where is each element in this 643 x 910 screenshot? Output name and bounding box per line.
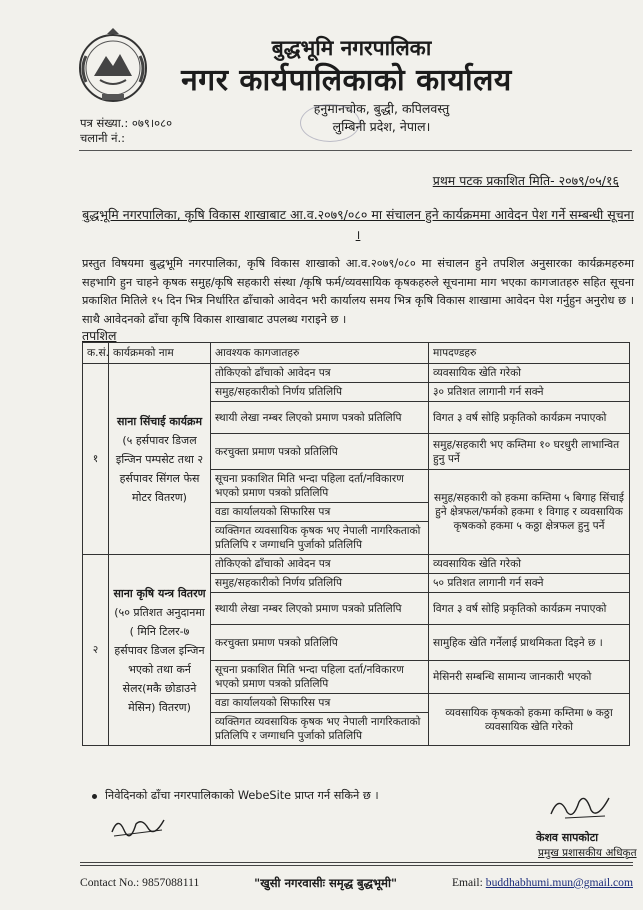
footer-slogan: "खुसी नगरवासीः समृद्ध बुद्धभूमी"	[254, 876, 398, 890]
signer-title: प्रमुख प्रशासकीय अधिकृत	[538, 847, 637, 859]
table-row	[83, 555, 630, 574]
notice-body: प्रस्तुत विषयमा बुद्धभूमि नगरपालिका, कृषि विकास शाखाको आ.व.२०७९/०८० मा संचालन हुने तपशिल अनुसारका कार्यक्रमहरुमा सहभागि हुन चाहने कृषक समुह/कृषि सहकारी संस्था /कृषि फर्म/व्यवसायिक कृषकहरुले सूचनामा माग भएका कागजातहरु सहित सूचना प्रकाशित मितिले १५ दिन भित्र निर्धारित ढाँचाको आवेदन भरी कार्यालय समय भित्र कृषि विकास शाखामा आवेदन पेश गर्नुहुन अनुरोध छ । साथै आवेदनको ढाँचा कृषि विकास शाखाबाट उपलब्ध गराइने छ ।	[82, 257, 634, 326]
program-2-sn: २	[83, 555, 109, 746]
program-2-crit-5: मेसिनरी सम्बन्धि सामान्य जानकारी भएको	[429, 661, 630, 694]
header-sn: क.सं.	[83, 343, 109, 364]
program-2-detail: (५० प्रतिशत अनुदानमा ( मिनि टिलर-७ हर्सपावर डिजल इन्जिन भएको तथा कर्न सेलर(मकै छोडाउने मेसिन) वितरण)	[114, 605, 205, 714]
program-1-doc-3: स्थायी लेखा नम्बर लिएको प्रमाण पत्रको प्रतिलिपि	[211, 402, 429, 434]
footer-contact: Contact No.: 9857088111	[80, 876, 200, 889]
initials-signature	[108, 810, 168, 840]
program-1-crit-3: विगत ३ वर्ष सोहि प्रकृतिको कार्यक्रम नपाएको	[429, 402, 630, 434]
program-1-doc-6: वडा कार्यालयको सिफारिस पत्र	[211, 503, 429, 522]
program-2-crit-4: सामुहिक खेति गर्नेलाई प्राथमिकता दिइने छ ।	[429, 625, 630, 661]
program-2-doc-1: तोकिएको ढाँचाको आवेदन पत्र	[211, 555, 429, 574]
footer	[80, 876, 633, 891]
program-1-crit-1: व्यवसायिक खेति गरेको	[429, 364, 630, 383]
header-criteria: मापदण्डहरु	[429, 343, 630, 364]
program-1-crit-2: ३० प्रतिशत लागानी गर्न सक्ने	[429, 383, 630, 402]
publish-date: प्रथम पटक प्रकाशित मिति- २०७९/०५/१६	[432, 173, 619, 188]
program-2-doc-2: समुह/सहकारीको निर्णय प्रतिलिपि	[211, 574, 429, 593]
address-line-1: हनुमानचोक, बुद्धी, कपिलवस्तु	[313, 101, 450, 116]
note-bullet	[92, 788, 379, 803]
program-2-name: साना कृषि यन्त्र वितरण	[113, 586, 206, 600]
program-1-doc-4: करचुक्ता प्रमाण पत्रको प्रतिलिपि	[211, 434, 429, 470]
dispatch-number: चलानी नं.:	[80, 131, 126, 145]
office-stamp	[300, 104, 360, 142]
program-2-doc-3: स्थायी लेखा नम्बर लिएको प्रमाण पत्रको प्रतिलिपि	[211, 593, 429, 625]
notice-subject: बुद्धभूमि नगरपालिका, कृषि विकास शाखाबाट आ.व.२०७९/०८० मा संचालन हुने कार्यक्रममा आवेदन पेश गर्ने सम्बन्धी सूचना ।	[82, 207, 634, 242]
footer-email-label: Email:	[451, 876, 483, 889]
footer-divider	[80, 862, 633, 863]
address-line-2: लुम्बिनी प्रदेश, नेपाल।	[332, 119, 431, 134]
program-2-crit-6: व्यवसायिक कृषकको हकमा कम्तिमा ७ कठ्ठा व्यवसायिक खेति गरेको	[429, 694, 630, 746]
header-documents: आवश्यक कागजातहरु	[211, 343, 429, 364]
program-1-name: साना सिंचाई कार्यक्रम	[116, 414, 203, 428]
program-1-crit-4: समुह/सहकारी भए कम्तिमा १० घरधुरी लाभान्वित हुनु पर्ने	[429, 434, 630, 470]
note-text: निवेदिनको ढाँचा नगरपालिकाको WebeSite प्राप्त गर्न सकिने छ ।	[105, 789, 379, 802]
program-1-doc-7: व्यक्तिगत व्यवसायिक कृषक भए नेपाली नागरिकताको प्रतिलिपि र जग्गाधनि पुर्जाको प्रतिलिपि	[211, 522, 429, 555]
program-1-doc-2: समुह/सहकारीको निर्णय प्रतिलिपि	[211, 383, 429, 402]
letter-number: पत्र संख्या.: ०७९।०८०	[80, 116, 173, 130]
header-divider	[79, 150, 632, 151]
program-1-detail: (५ हर्सपावर डिजल इन्जिन पम्पसेट तथा २ हर्सपावर सिंगल फेस मोटर वितरण)	[115, 433, 204, 504]
program-1-doc-5: सूचना प्रकाशित मिति भन्दा पहिला दर्ता/नविकारण भएको प्रमाण पत्रको प्रतिलिपि	[211, 470, 429, 503]
officer-signature	[545, 790, 615, 824]
program-2-doc-5: सूचना प्रकाशित मिति भन्दा पहिला दर्ता/नविकारण भएको प्रमाण पत्रको प्रतिलिपि	[211, 661, 429, 694]
program-2-doc-7: व्यक्तिगत व्यवसायिक कृषक भए नेपाली नागरिकताको प्रतिलिपि र जग्गाधनि पुर्जाको प्रतिलिपि	[211, 713, 429, 746]
table-header-row	[83, 343, 630, 364]
table-title: तपशिल	[82, 328, 117, 343]
footer-email-block	[452, 876, 633, 891]
program-1-doc-1: तोकिएको ढाँचाको आवेदन पत्र	[211, 364, 429, 383]
program-1-name-cell	[109, 364, 211, 555]
program-2-doc-6: वडा कार्यालयको सिफारिस पत्र	[211, 694, 429, 713]
header-program: कार्यक्रमको नाम	[109, 343, 211, 364]
program-1-sn: १	[83, 364, 109, 555]
program-2-name-cell	[109, 555, 211, 746]
program-table	[82, 342, 630, 746]
footer-divider-2	[80, 865, 633, 866]
table-row	[83, 364, 630, 383]
bullet-icon	[92, 794, 97, 799]
signer-name: केशव सापकोटा	[536, 831, 599, 844]
program-2-crit-1: व्यवसायिक खेति गरेको	[429, 555, 630, 574]
municipality-name: बुद्धभूमि नगरपालिका	[271, 36, 432, 60]
office-name: नगर कार्यपालिकाको कार्यालय	[181, 63, 512, 98]
program-2-crit-2: ५० प्रतिशत लागानी गर्न सक्ने	[429, 574, 630, 593]
program-1-crit-5: समुह/सहकारी को हकमा कम्तिमा ५ बिगाह सिंचाई हुने क्षेत्रफल/फर्मको हकमा १ विगाह र व्यवसायिक कृषकको हकमा ५ कठ्ठा क्षेत्रफल हुनु पर्ने	[429, 470, 630, 555]
footer-email-link[interactable]: buddhabhumi.mun@gmail.com	[485, 876, 633, 889]
program-2-doc-4: करचुक्ता प्रमाण पत्रको प्रतिलिपि	[211, 625, 429, 661]
program-2-crit-3: विगत ३ वर्ष सोहि प्रकृतिको कार्यक्रम नपाएको	[429, 593, 630, 625]
